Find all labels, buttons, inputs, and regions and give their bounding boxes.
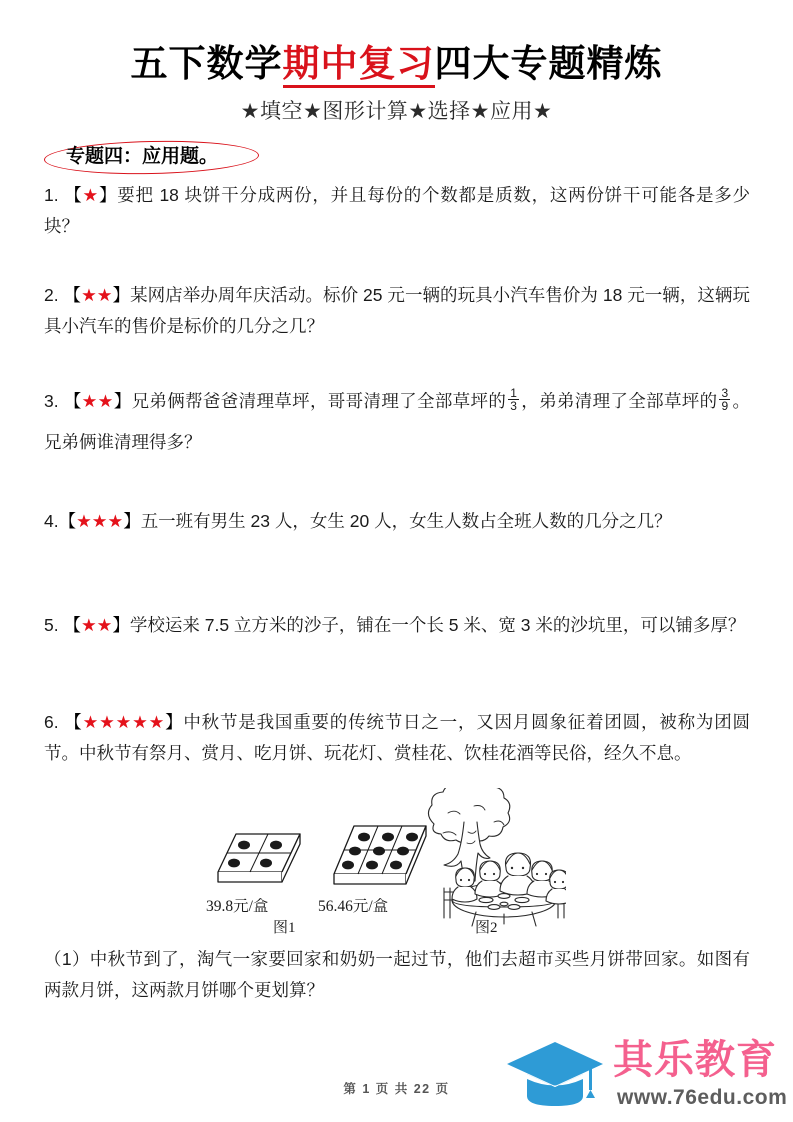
graduation-cap-icon bbox=[505, 1038, 605, 1110]
fraction-three-ninths bbox=[719, 387, 730, 412]
fraction-one-third bbox=[508, 387, 519, 412]
page-subtitle: ★填空★图形计算★选择★应用★ bbox=[240, 100, 553, 123]
page-title bbox=[0, 42, 793, 86]
question-3-number: 3. bbox=[44, 391, 59, 411]
bracket-open: 【 bbox=[64, 185, 83, 205]
question-6-stars: ★★★★★ bbox=[82, 712, 166, 732]
question-3-text-part1: 兄弟俩帮爸爸清理草坪，哥哥清理了全部草坪的 bbox=[131, 391, 507, 411]
question-5-text: 学校运来 7.5 立方米的沙子，铺在一个长 5 米、宽 3 米的沙坑里，可以铺多厚？ bbox=[129, 615, 746, 635]
question-4-number: 4. bbox=[44, 511, 59, 531]
question-5-number: 5. bbox=[44, 615, 59, 635]
bracket-close: 】 bbox=[99, 185, 118, 205]
bracket-open: 【 bbox=[63, 285, 82, 305]
page-footer: 第 1 页 共 22 页 bbox=[343, 1082, 450, 1096]
brand-logo bbox=[505, 1032, 790, 1118]
question-3-text-part2: ，弟弟清理了全部草坪的 bbox=[520, 391, 718, 411]
bracket-open: 【 bbox=[63, 391, 82, 411]
brand-name: 其乐教育 bbox=[613, 1038, 777, 1082]
bracket-close: 】 bbox=[165, 712, 184, 732]
question-1-number: 1. bbox=[44, 185, 59, 205]
fraction-denominator: 9 bbox=[721, 399, 729, 414]
mooncake-box-1-price: 39.8元/盒 bbox=[206, 898, 269, 915]
bracket-open: 【 bbox=[63, 615, 81, 635]
mooncake-box-2-price: 56.46元/盒 bbox=[318, 898, 389, 915]
question-1-text: 要把 18 块饼干分成两份，并且每份的个数都是质数，这两份饼干可能各是多少块？ bbox=[44, 185, 751, 236]
title-segment-3: 四大专题精炼 bbox=[434, 43, 663, 84]
title-segment-1: 五下数学 bbox=[130, 43, 283, 84]
question-6-sub-1: （1）中秋节到了，淘气一家要回家和奶奶一起过节，他们去超市买些月饼带回家。如图有两款月饼，这两款月饼哪个更划算？ bbox=[44, 949, 750, 1000]
question-1-stars: ★ bbox=[82, 185, 99, 205]
fraction-numerator: 1 bbox=[510, 385, 517, 400]
question-4-text: 五一班有男生 23 人，女生 20 人，女生人数占全班人数的几分之几？ bbox=[140, 511, 672, 531]
question-1 bbox=[44, 180, 750, 242]
bracket-open: 【 bbox=[58, 511, 77, 531]
mooncake-box-1-icon bbox=[214, 828, 306, 894]
section-heading bbox=[44, 141, 294, 174]
fraction-denominator: 3 bbox=[510, 399, 517, 414]
question-6 bbox=[44, 707, 750, 769]
question-6-text: 中秋节是我国重要的传统节日之一，又因月圆象征着团圆，被称为团圆节。中秋节有祭月、赏月、吃月饼、玩花灯、赏桂花、饮桂花酒等民俗，经久不息。 bbox=[44, 712, 751, 763]
question-5 bbox=[44, 610, 750, 641]
bracket-close: 】 bbox=[113, 391, 132, 411]
question-2-number: 2. bbox=[44, 285, 59, 305]
figure-2-caption: 图2 bbox=[475, 920, 498, 936]
brand-url: www.76edu.com bbox=[617, 1086, 788, 1109]
question-3 bbox=[44, 381, 750, 463]
bracket-close: 】 bbox=[112, 615, 130, 635]
question-3-stars: ★★ bbox=[81, 391, 114, 411]
question-5-stars: ★★ bbox=[80, 615, 113, 635]
question-4-stars: ★★★ bbox=[76, 511, 124, 531]
bracket-close: 】 bbox=[123, 511, 141, 531]
question-6-number: 6. bbox=[44, 712, 59, 732]
question-2 bbox=[44, 280, 750, 342]
fraction-numerator: 3 bbox=[721, 385, 729, 400]
bracket-open: 【 bbox=[64, 712, 83, 732]
question-3-text-part3: 。兄弟俩谁清理得多？ bbox=[44, 391, 750, 452]
title-block bbox=[0, 42, 793, 125]
section-heading-label: 专题四：应用题。 bbox=[66, 146, 219, 167]
question-2-stars: ★★ bbox=[81, 285, 113, 305]
bracket-close: 】 bbox=[112, 285, 131, 305]
question-2-text: 某网店举办周年庆活动。标价 25 元一辆的玩具小汽车售价为 18 元一辆，这辆玩具小汽车的售价是标价的几分之几？ bbox=[44, 285, 750, 336]
figure-1-caption: 图1 bbox=[273, 920, 296, 936]
title-segment-highlight: 期中复习 bbox=[283, 43, 435, 88]
question-4 bbox=[44, 506, 750, 537]
family-reunion-scene-icon bbox=[398, 788, 566, 928]
mooncake-illustration bbox=[200, 788, 580, 938]
